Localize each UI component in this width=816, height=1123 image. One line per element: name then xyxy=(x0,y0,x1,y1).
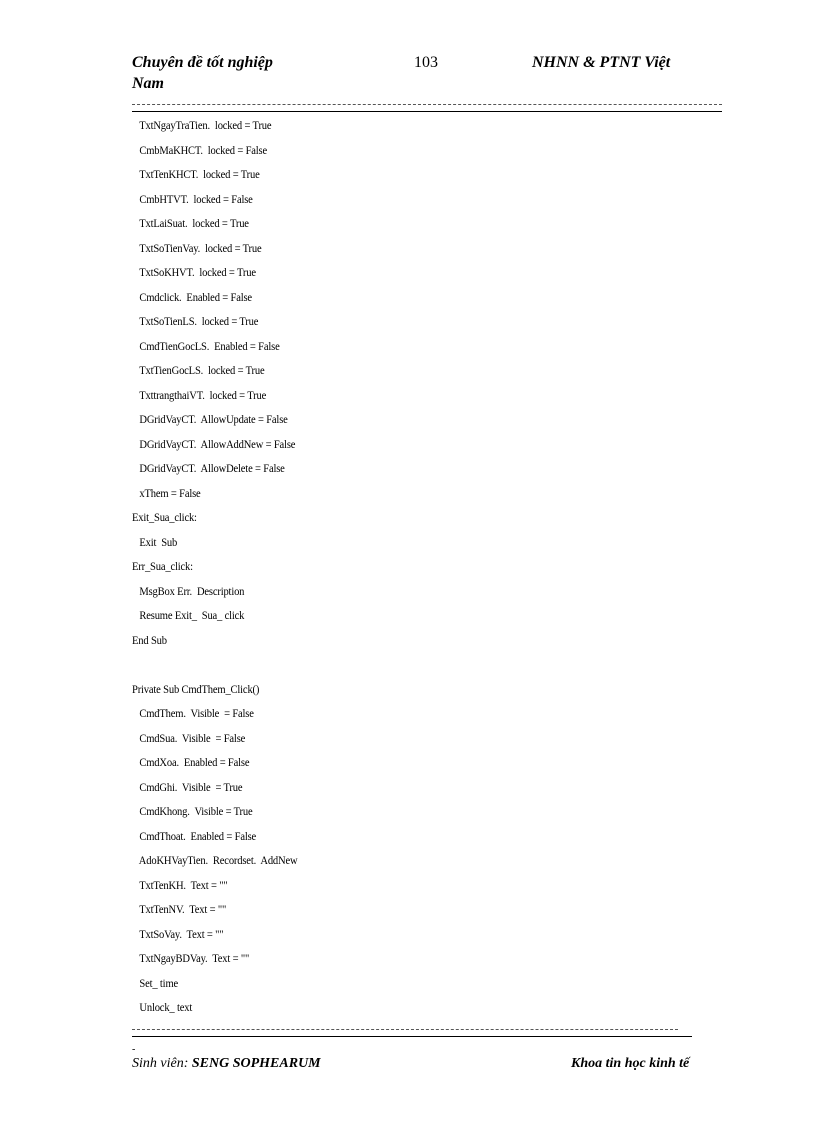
code-line: CmdThoat. Enabled = False xyxy=(132,828,257,843)
code-line: Exit_Sua_click: xyxy=(132,510,197,524)
code-line: Resume Exit_ Sua_ click xyxy=(132,608,245,622)
code-line: CmdXoa. Enabled = False xyxy=(132,755,250,769)
code-listing xyxy=(132,113,320,1020)
code-line: TxtSoTienVay. locked = True xyxy=(132,240,262,255)
code-line: Unlock_ text xyxy=(132,1000,193,1014)
code-line: CmdGhi. Visible = True xyxy=(132,779,243,794)
code-line: TxtNgayBDVay. Text = "" xyxy=(132,951,250,965)
code-line: DGridVayCT. AllowAddNew = False xyxy=(132,436,296,451)
code-line: MsgBox Err. Description xyxy=(132,583,245,598)
code-line: CmdSua. Visible = False xyxy=(132,730,246,745)
code-line: DGridVayCT. AllowDelete = False xyxy=(132,461,285,475)
code-line: TxtLaiSuat. locked = True xyxy=(132,216,249,230)
code-line: xThem = False xyxy=(132,485,201,500)
code-line: TxtSoTienLS. locked = True xyxy=(132,314,259,328)
code-line: TxtSoVay. Text = "" xyxy=(132,926,224,941)
code-line: TxtTenKH. Text = "" xyxy=(132,877,228,892)
footer-student xyxy=(132,1054,321,1074)
code-line: CmdThem. Visible = False xyxy=(132,706,254,720)
code-line: DGridVayCT. AllowUpdate = False xyxy=(132,412,288,426)
code-line: TxtTenKHCT. locked = True xyxy=(132,167,260,181)
footer-faculty: Khoa tin học kinh tế xyxy=(571,1056,690,1071)
code-line: Exit Sub xyxy=(132,534,178,549)
header-title-left: Chuyên đề tốt nghiệp Nam xyxy=(132,54,273,92)
code-line: TxtSoKHVT. locked = True xyxy=(132,265,256,279)
footer-dashed-rule xyxy=(132,1029,678,1030)
code-line: TxtTenNV. Text = "" xyxy=(132,902,227,916)
code-line: AdoKHVayTien. Recordset. AddNew xyxy=(132,853,298,867)
footer-dash-mark: - xyxy=(132,1044,136,1055)
page-number: 103 xyxy=(414,54,438,71)
code-line: Err_Sua_click: xyxy=(132,559,193,573)
header-solid-rule xyxy=(132,111,722,112)
code-line: CmbHTVT. locked = False xyxy=(132,191,253,206)
code-line: TxtTienGocLS. locked = True xyxy=(132,363,265,377)
code-line: Private Sub CmdThem_Click() xyxy=(132,681,260,696)
footer-student-label: Sinh viên: xyxy=(132,1056,192,1071)
code-line: Cmdclick. Enabled = False xyxy=(132,289,252,304)
code-line-blank xyxy=(132,652,297,677)
code-line: TxtNgayTraTien. locked = True xyxy=(132,118,272,132)
header-title-right: NHNN & PTNT Việt xyxy=(532,54,671,71)
code-line: CmdKhong. Visible = True xyxy=(132,804,253,818)
footer-student-name: SENG SOPHEARUM xyxy=(191,1056,321,1071)
footer-solid-rule xyxy=(132,1036,692,1037)
code-line: CmbMaKHCT. locked = False xyxy=(132,142,267,157)
code-line: Set_ time xyxy=(132,975,178,990)
header-dashed-rule xyxy=(132,104,722,105)
code-line: End Sub xyxy=(132,632,167,647)
code-line: CmdTienGocLS. Enabled = False xyxy=(132,338,280,353)
code-line: TxttrangthaiVT. locked = True xyxy=(132,387,267,402)
